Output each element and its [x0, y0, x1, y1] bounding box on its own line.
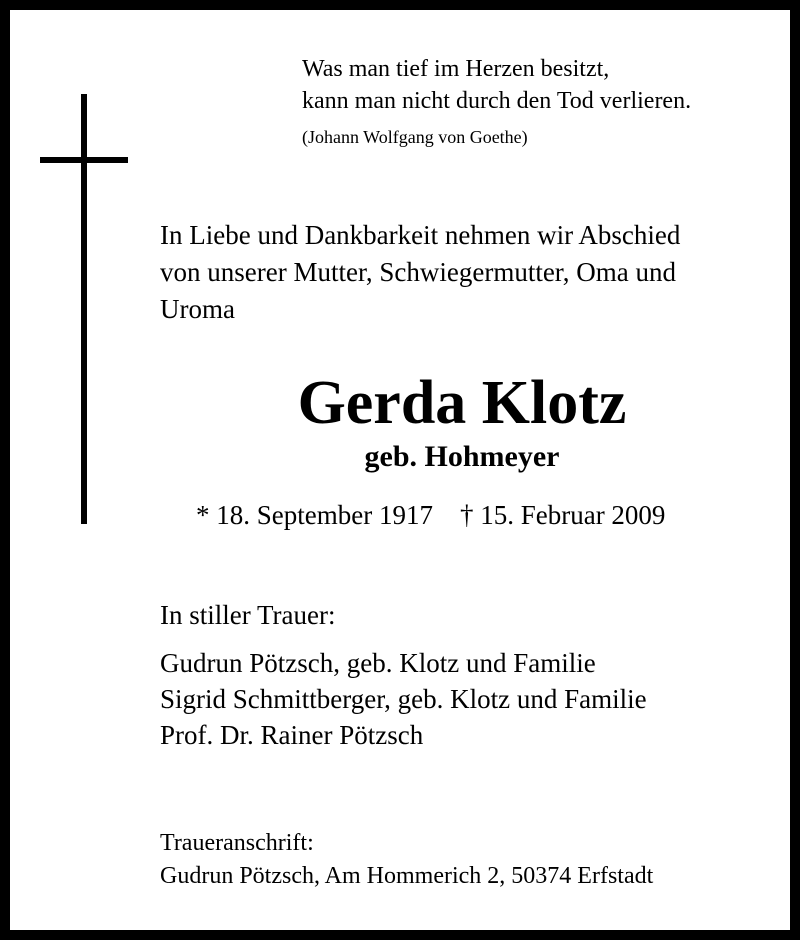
quote-line: Was man tief im Herzen besitzt,	[302, 56, 610, 82]
mourner: Gudrun Pötzsch, geb. Klotz und Familie	[160, 648, 596, 678]
mourners-list	[160, 645, 647, 753]
birth-name: geb. Hohmeyer	[364, 440, 560, 473]
deceased-name: Gerda Klotz	[297, 369, 627, 437]
quote-line: kann man nicht durch den Tod verlieren.	[302, 88, 692, 114]
intro-line: In Liebe und Dankbarkeit nehmen wir Abschied	[160, 220, 681, 250]
quote-author: (Johann Wolfgang von Goethe)	[302, 127, 528, 147]
intro-line: Uroma	[160, 294, 235, 324]
cross-horizontal-bar	[40, 157, 128, 163]
goethe-quote	[302, 53, 691, 117]
intro-line: von unserer Mutter, Schwiegermutter, Oma und	[160, 257, 676, 287]
life-dates	[196, 498, 665, 532]
birth-date: * 18. September 1917	[196, 500, 433, 530]
death-date: † 15. Februar 2009	[459, 500, 666, 530]
mourning-label: In stiller Trauer:	[160, 600, 336, 630]
mourning-address: Gudrun Pötzsch, Am Hommerich 2, 50374 Erfstadt	[160, 863, 654, 889]
mourner: Sigrid Schmittberger, geb. Klotz und Familie	[160, 684, 647, 714]
address-label: Traueranschrift:	[160, 830, 314, 856]
mourner: Prof. Dr. Rainer Pötzsch	[160, 720, 424, 750]
intro-text	[160, 217, 780, 328]
